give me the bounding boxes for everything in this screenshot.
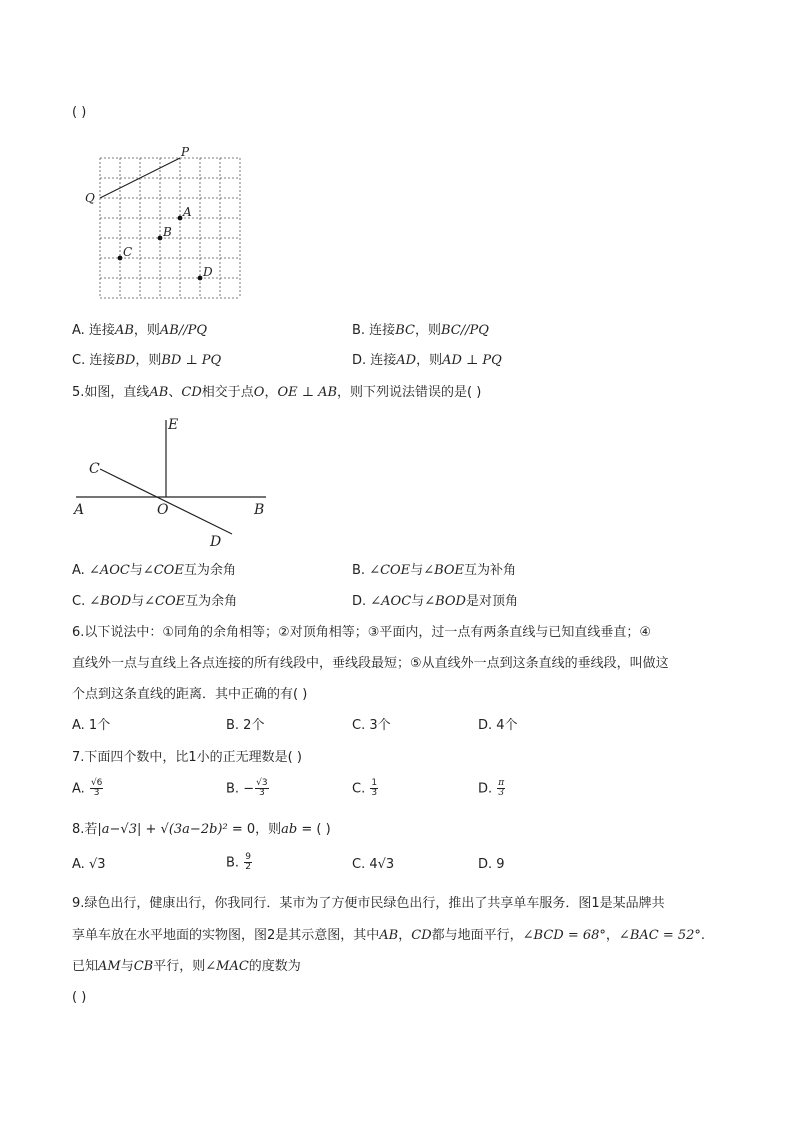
q7-option-d[interactable] bbox=[478, 779, 506, 799]
stem-math: ∠BAC = 52° bbox=[618, 928, 701, 943]
stem-text: 5.如图，直线 bbox=[72, 385, 150, 400]
stem-math: ab bbox=[281, 822, 298, 837]
option-math: ∠COE bbox=[369, 563, 411, 578]
option-math: AB//PQ bbox=[159, 323, 208, 338]
option-label: B. bbox=[226, 781, 244, 797]
stem-math: = 0 bbox=[227, 822, 256, 837]
numerator: 1 bbox=[371, 778, 378, 788]
q4-answer-paren: ( ) bbox=[72, 105, 87, 120]
option-text: B. bbox=[352, 563, 370, 578]
option-text: 互为补角 bbox=[464, 563, 517, 578]
stem-text: 平行，则 bbox=[153, 959, 206, 974]
q6-option-a[interactable]: A. 1个 bbox=[72, 718, 111, 733]
option-text: B. 连接 bbox=[352, 323, 396, 338]
q6-stem-line2: 直线外一点与直线上各点连接的所有线段中，垂线段最短；⑤从直线外一点到这条直线的垂线段，叫做这 bbox=[72, 656, 669, 671]
label-b: B bbox=[163, 225, 172, 239]
option-text: 与 bbox=[411, 594, 425, 609]
option-math: AD bbox=[396, 353, 417, 368]
q6-option-c[interactable]: C. 3个 bbox=[352, 718, 391, 733]
q4-option-b[interactable] bbox=[352, 324, 489, 337]
stem-text: 都与地面平行， bbox=[431, 928, 523, 943]
q8-option-d[interactable] bbox=[478, 858, 505, 871]
q6-stem-line3: 个点到这条直线的距离．其中正确的有( ) bbox=[72, 687, 308, 702]
denominator: 3 bbox=[498, 788, 505, 799]
option-text: 与 bbox=[410, 563, 424, 578]
q7-option-b[interactable] bbox=[226, 779, 270, 799]
fraction bbox=[244, 853, 252, 873]
numerator: √6 bbox=[90, 778, 103, 788]
option-text: C. bbox=[72, 594, 90, 609]
option-label: D. bbox=[478, 781, 497, 797]
option-text: 与 bbox=[129, 563, 143, 578]
stem-math: |a−√3| bbox=[97, 822, 142, 837]
option-label: A. bbox=[72, 857, 89, 872]
option-label: C. bbox=[352, 857, 370, 872]
option-text: 与 bbox=[131, 594, 145, 609]
option-label: D. bbox=[478, 857, 497, 872]
option-math: AD ⊥ PQ bbox=[442, 353, 502, 368]
fraction bbox=[370, 779, 378, 799]
q5-lines-figure bbox=[70, 412, 280, 552]
denominator: 3 bbox=[93, 788, 100, 799]
option-math: ∠BOE bbox=[423, 563, 465, 578]
stem-math: AM bbox=[98, 959, 121, 974]
numerator: 9 bbox=[245, 852, 251, 862]
point-a bbox=[178, 216, 183, 221]
option-text: A. bbox=[72, 563, 89, 578]
stem-text: ，则下列说法错误的是( ) bbox=[337, 385, 482, 400]
q7-stem: 7.下面四个数中，比1小的正无理数是( ) bbox=[72, 750, 302, 765]
option-text: ，则 bbox=[414, 323, 441, 338]
q5-option-b[interactable] bbox=[352, 564, 516, 577]
option-text: C. 连接 bbox=[72, 353, 116, 368]
q8-option-b[interactable] bbox=[226, 853, 253, 873]
stem-math: + bbox=[141, 822, 161, 837]
stem-text: 8.若 bbox=[72, 822, 98, 837]
option-label: A. bbox=[72, 781, 89, 797]
stem-text: 、 bbox=[168, 385, 182, 400]
label-a: A bbox=[74, 502, 85, 518]
point-b bbox=[158, 236, 163, 241]
stem-text: 享单车放在水平地面的实物图，图2是其示意图，其中 bbox=[72, 928, 380, 943]
option-text: ，则 bbox=[133, 323, 160, 338]
option-math: ∠BOD bbox=[424, 594, 466, 609]
stem-math: CD bbox=[181, 385, 202, 400]
stem-text: 相交于点 bbox=[201, 385, 254, 400]
denominator: 2 bbox=[245, 862, 251, 873]
numerator: √3 bbox=[256, 778, 268, 788]
numerator: π bbox=[498, 778, 505, 788]
q5-option-c[interactable] bbox=[72, 595, 237, 608]
stem-text: . bbox=[700, 928, 706, 943]
label-d: D bbox=[203, 265, 213, 279]
q7-option-a[interactable] bbox=[72, 779, 104, 799]
option-math: AB bbox=[114, 323, 134, 338]
option-math: √3 bbox=[377, 857, 395, 872]
stem-math: CD bbox=[411, 928, 432, 943]
option-math: ∠COE bbox=[144, 594, 186, 609]
option-text: D. 连接 bbox=[352, 353, 397, 368]
q8-option-a[interactable] bbox=[72, 858, 106, 871]
option-text: 互为余角 bbox=[185, 594, 238, 609]
q4-option-d[interactable] bbox=[352, 354, 502, 367]
q6-stem-line1: 6.以下说法中：①同角的余角相等；②对顶角相等；③平面内，过一点有两条直线与已知直线垂直；④ bbox=[72, 625, 652, 640]
label-o: O bbox=[157, 502, 169, 518]
q4-grid-figure bbox=[82, 145, 252, 305]
stem-math: O bbox=[253, 385, 265, 400]
stem-math: AB bbox=[379, 928, 399, 943]
option-label: B. bbox=[226, 855, 244, 871]
stem-text: ，则 bbox=[255, 822, 282, 837]
label-e: E bbox=[168, 417, 179, 433]
stem-text: = ( ) bbox=[297, 822, 331, 837]
option-math: 9 bbox=[496, 857, 505, 872]
label-d: D bbox=[210, 534, 222, 550]
minus-sign: − bbox=[243, 781, 255, 797]
label-a: A bbox=[183, 205, 192, 219]
fraction bbox=[255, 779, 268, 799]
option-math: ∠BOD bbox=[89, 594, 132, 609]
stem-text: 已知 bbox=[72, 959, 99, 974]
q5-option-d[interactable] bbox=[352, 595, 518, 608]
q4-option-c[interactable] bbox=[72, 354, 221, 367]
denominator: 3 bbox=[371, 788, 378, 799]
option-math: BC bbox=[395, 323, 415, 338]
q9-stem-line2 bbox=[72, 929, 705, 942]
q8-stem bbox=[72, 823, 331, 836]
label-p: P bbox=[181, 145, 190, 159]
option-math: BD bbox=[115, 353, 136, 368]
q4-option-a[interactable] bbox=[72, 324, 207, 337]
stem-math: ∠MAC bbox=[205, 959, 249, 974]
fraction bbox=[90, 779, 103, 799]
stem-math: ∠BCD = 68° bbox=[522, 928, 606, 943]
denominator: 3 bbox=[258, 788, 265, 799]
option-math: ∠AOC bbox=[88, 563, 130, 578]
point-c bbox=[118, 256, 123, 261]
option-math: BD ⊥ PQ bbox=[161, 353, 222, 368]
stem-math: AB bbox=[149, 385, 169, 400]
option-math: ∠AOC bbox=[370, 594, 412, 609]
stem-text: 的度数为 bbox=[248, 959, 301, 974]
label-c: C bbox=[123, 245, 133, 259]
option-math: BC//PQ bbox=[440, 323, 489, 338]
q8-option-c[interactable] bbox=[352, 858, 394, 871]
option-text: 是对顶角 bbox=[465, 594, 518, 609]
option-math: ∠COE bbox=[142, 563, 184, 578]
q5-option-a[interactable] bbox=[72, 564, 236, 577]
option-label: C. bbox=[352, 781, 370, 797]
label-q: Q bbox=[85, 191, 95, 205]
stem-text: ， bbox=[605, 928, 619, 943]
stem-text: 与 bbox=[120, 959, 134, 974]
q7-option-c[interactable] bbox=[352, 779, 379, 799]
label-c: C bbox=[89, 461, 100, 477]
stem-math: √(3a−2b)² bbox=[160, 822, 228, 837]
option-text: ，则 bbox=[416, 353, 443, 368]
q9-stem-line1: 9.绿色出行，健康出行，你我同行．某市为了方便市民绿色出行，推出了共享单车服务．图1是某品牌共 bbox=[72, 896, 665, 911]
option-math: 4 bbox=[369, 857, 378, 872]
stem-math: OE ⊥ AB bbox=[277, 385, 338, 400]
fraction bbox=[497, 779, 505, 799]
q5-stem bbox=[72, 386, 481, 399]
label-b: B bbox=[254, 502, 265, 518]
option-math: √3 bbox=[88, 857, 106, 872]
q9-stem-line3 bbox=[72, 960, 301, 973]
stem-text: ， bbox=[398, 928, 412, 943]
q6-option-b[interactable]: B. 2个 bbox=[226, 718, 265, 733]
option-text: A. 连接 bbox=[72, 323, 115, 338]
option-text: ，则 bbox=[135, 353, 162, 368]
stem-math: CB bbox=[133, 959, 154, 974]
q9-answer-paren: ( ) bbox=[72, 990, 87, 1005]
q6-option-d[interactable]: D. 4个 bbox=[478, 718, 518, 733]
option-text: 互为余角 bbox=[183, 563, 236, 578]
option-text: D. bbox=[352, 594, 371, 609]
point-d bbox=[198, 276, 203, 281]
stem-text: ， bbox=[264, 385, 278, 400]
